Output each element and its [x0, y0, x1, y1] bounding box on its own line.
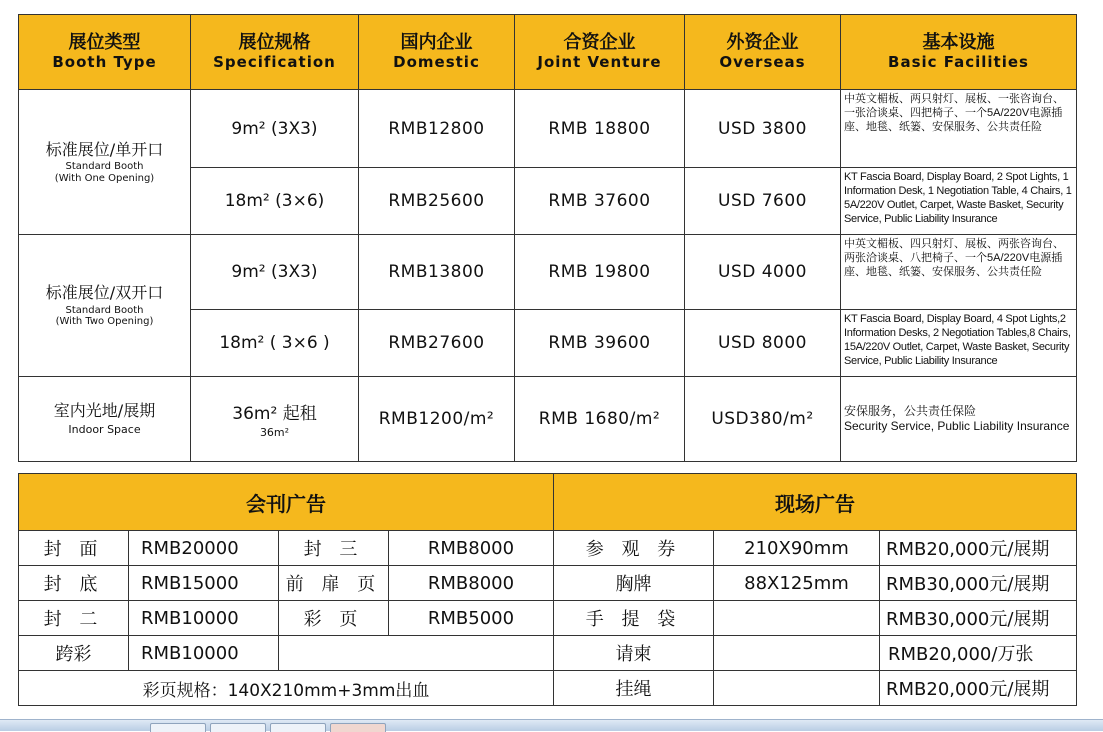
facilities-en: KT Fascia Board, Display Board, 4 Spot Lights,2 Information Desks, 2 Negotiation Tables,8 Chairs, 15A/220V Outlet, Carpet, Waste Basket, Security Service, Public Liability Insurance — [841, 310, 1077, 377]
jv-price: RMB 1680/m² — [515, 377, 685, 462]
ad-item: 封 底 — [19, 566, 129, 601]
overseas-price: USD 4000 — [685, 235, 841, 310]
ad-price: RMB15000 — [129, 566, 279, 601]
overseas-price: USD380/m² — [685, 377, 841, 462]
onsite-size — [714, 671, 880, 706]
header-joint-venture: 合资企业 Joint Venture — [515, 15, 685, 90]
advertising-table — [18, 473, 1077, 706]
onsite-price: RMB30,000元/展期 — [880, 566, 1077, 601]
onsite-size — [714, 636, 880, 671]
ad-price: RMB10000 — [129, 601, 279, 636]
ad-price: RMB8000 — [389, 566, 554, 601]
facilities-indoor: 安保服务，公共责任保险 Security Service, Public Liability Insurance — [841, 377, 1077, 462]
onsite-item: 胸牌 — [554, 566, 714, 601]
table-row — [19, 235, 1077, 310]
domestic-price: RMB25600 — [359, 168, 515, 235]
empty-cell — [279, 636, 554, 671]
onsite-item: 请柬 — [554, 636, 714, 671]
table-row — [19, 566, 1077, 601]
domestic-price: RMB13800 — [359, 235, 515, 310]
ad-item: 跨彩 — [19, 636, 129, 671]
onsite-size: 88X125mm — [714, 566, 880, 601]
facilities-zh: 中英文楣板、四只射灯、展板、两张咨询台、两张洽谈桌、八把椅子、一个5A/220V电源插座、地毯、纸篓、安保服务、公共责任险 — [841, 235, 1077, 310]
booth-type-indoor: 室内光地/展期 Indoor Space — [19, 377, 191, 462]
table-row — [19, 90, 1077, 168]
table-row — [19, 601, 1077, 636]
table-row — [19, 531, 1077, 566]
facilities-zh: 中英文楣板、两只射灯、展板、一张咨询台、一张洽谈桌、四把椅子、一个5A/220V电源插座、地毯、纸篓、安保服务、公共责任险 — [841, 90, 1077, 168]
domestic-price: RMB27600 — [359, 310, 515, 377]
header-domestic: 国内企业 Domestic — [359, 15, 515, 90]
booth-header-row — [19, 15, 1077, 90]
spec-cell: 36m² 起租 36m² — [191, 377, 359, 462]
domestic-price: RMB1200/m² — [359, 377, 515, 462]
onsite-size — [714, 601, 880, 636]
onsite-size: 210X90mm — [714, 531, 880, 566]
taskbar-button[interactable] — [330, 723, 386, 732]
jv-price: RMB 18800 — [515, 90, 685, 168]
onsite-item: 参 观 券 — [554, 531, 714, 566]
header-onsite-ads: 现场广告 — [554, 474, 1077, 531]
ad-item: 彩 页 — [279, 601, 389, 636]
onsite-price: RMB20,000元/展期 — [880, 531, 1077, 566]
booth-price-table — [18, 14, 1077, 462]
spec-cell: 9m² (3X3) — [191, 90, 359, 168]
booth-type-double: 标准展位/双开口 Standard Booth (With Two Opening) — [19, 235, 191, 377]
spec-cell: 18m² ( 3×6 ) — [191, 310, 359, 377]
header-overseas: 外资企业 Overseas — [685, 15, 841, 90]
onsite-price: RMB20,000元/展期 — [880, 671, 1077, 706]
jv-price: RMB 19800 — [515, 235, 685, 310]
ad-item: 封 三 — [279, 531, 389, 566]
onsite-price: RMB20,000/万张 — [880, 636, 1077, 671]
header-basic-facilities: 基本设施 Basic Facilities — [841, 15, 1077, 90]
ad-price: RMB8000 — [389, 531, 554, 566]
ads-header-row — [19, 474, 1077, 531]
jv-price: RMB 39600 — [515, 310, 685, 377]
overseas-price: USD 7600 — [685, 168, 841, 235]
header-booth-type: 展位类型 Booth Type — [19, 15, 191, 90]
ad-price: RMB5000 — [389, 601, 554, 636]
table-row — [19, 636, 1077, 671]
onsite-item: 手 提 袋 — [554, 601, 714, 636]
facilities-en: KT Fascia Board, Display Board, 2 Spot Lights, 1 Information Desk, 1 Negotiation Table, 4 Chairs, 1 5A/220V Outlet, Carpet, Waste Basket, Security Service, Public Liability Insurance — [841, 168, 1077, 235]
ad-item: 前 扉 页 — [279, 566, 389, 601]
overseas-price: USD 8000 — [685, 310, 841, 377]
ad-item: 封 面 — [19, 531, 129, 566]
domestic-price: RMB12800 — [359, 90, 515, 168]
onsite-item: 挂绳 — [554, 671, 714, 706]
booth-type-single: 标准展位/单开口 Standard Booth (With One Opening) — [19, 90, 191, 235]
taskbar-button[interactable] — [270, 723, 326, 732]
onsite-price: RMB30,000元/展期 — [880, 601, 1077, 636]
overseas-price: USD 3800 — [685, 90, 841, 168]
header-specification: 展位规格 Specification — [191, 15, 359, 90]
taskbar-button[interactable] — [150, 723, 206, 732]
header-catalog-ads: 会刊广告 — [19, 474, 554, 531]
table-row — [19, 377, 1077, 462]
taskbar-button[interactable] — [210, 723, 266, 732]
ad-item: 封 二 — [19, 601, 129, 636]
spec-cell: 9m² (3X3) — [191, 235, 359, 310]
color-page-spec-note: 彩页规格：140X210mm+3mm出血 — [19, 671, 554, 706]
jv-price: RMB 37600 — [515, 168, 685, 235]
ad-price: RMB10000 — [129, 636, 279, 671]
ad-price: RMB20000 — [129, 531, 279, 566]
spec-cell: 18m² (3×6) — [191, 168, 359, 235]
table-row — [19, 671, 1077, 706]
taskbar — [0, 719, 1103, 731]
